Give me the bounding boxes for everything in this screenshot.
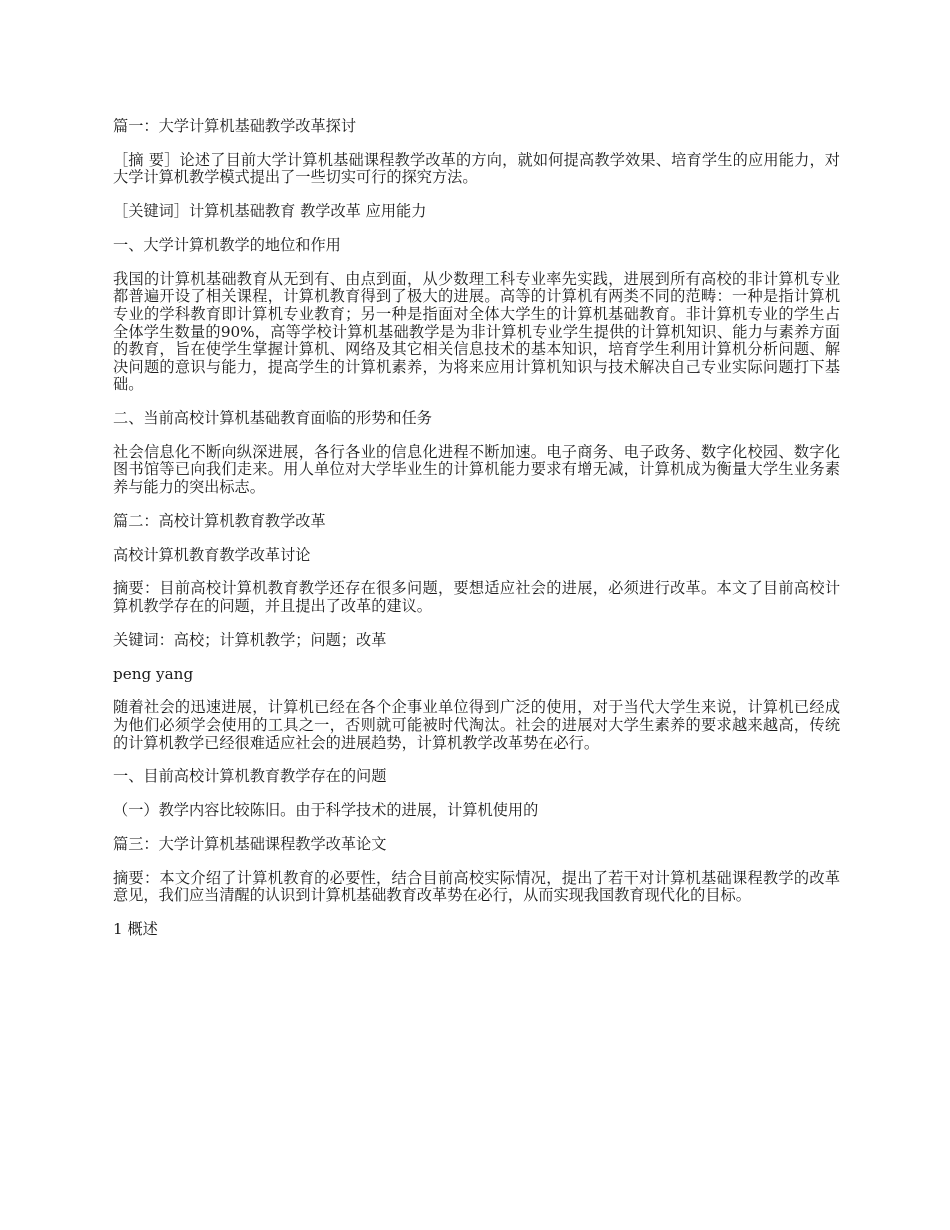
author-name: peng yang xyxy=(113,664,194,683)
document-body xyxy=(113,118,840,955)
section-heading-status-and-role: 一、大学计算机教学的地位和作用 xyxy=(113,235,341,254)
heading-part-one: 篇一：大学计算机基础教学改革探讨 xyxy=(113,117,356,135)
section-heading-overview: 1 概述 xyxy=(113,920,158,938)
body-paragraph-computer-education: 我国的计算机基础教育从无到有、由点到面，从少数理工科专业率先实践，进展到所有高校的非计算机专业都普遍开设了相关课程，计算机教育得到了极大的进展。高等的计算机有两类不同的范畴：一种是指计算机专业的学科教育即计算机专业教育；另一种是指面对全体大学生的计算机基础教育。非计算机专业的学生占全体学生数量的90%，高等学校计算机基础教学是为非计算机专业学生提供的计算机知识、能力与素养方面的教育，旨在使学生掌握计算机、网络及其它相关信息技术的基本知识，培育学生利用计算机分析问题、解决问题的意识与能力，提高学生的计算机素养，为将来应用计算机知识与技术解决自己专业实际问题打下基础。 xyxy=(113,269,840,394)
abstract-part-three: 摘要：本文介绍了计算机教育的必要性，结合目前高校实际情况，提出了若干对计算机基础课程教学的改革意见，我们应当清醒的认识到计算机基础教育改革势在必行，从而实现我国教育现代化的目标。 xyxy=(113,868,840,905)
keywords-part-two: 关键词：高校；计算机教学；问题；改革 xyxy=(113,630,387,649)
abstract-part-two: 摘要：目前高校计算机教育教学还存在很多问题，要想适应社会的进展，必须进行改革。本文了目前高校计算机教学存在的问题，并且提出了改革的建议。 xyxy=(113,579,840,615)
section-heading-situation-and-tasks: 二、当前高校计算机基础教育面临的形势和任务 xyxy=(113,409,432,428)
heading-part-three: 篇三：大学计算机基础课程教学改革论文 xyxy=(113,834,387,853)
subsection-outdated-content: （一）教学内容比较陈旧。由于科学技术的进展，计算机使用的 xyxy=(113,801,539,820)
body-paragraph-informatization: 社会信息化不断向纵深进展，各行各业的信息化进程不断加速。电子商务、电子政务、数字化校园、数字化图书馆等已向我们走来。用人单位对大学毕业生的计算机能力要求有增无减，计算机成为衡量大学生业务素养与能力的突出标志。 xyxy=(113,442,840,497)
title-part-two: 高校计算机教育教学改革讨论 xyxy=(113,545,311,564)
keywords-part-one: ［关键词］计算机基础教育 教学改革 应用能力 xyxy=(113,202,427,221)
abstract-part-one: ［摘 要］论述了目前大学计算机基础课程教学改革的方向，就如何提高教学效果、培育学生的应用能力，对大学计算机教学模式提出了一些切实可行的探究方法。 xyxy=(113,150,840,187)
body-paragraph-social-development: 随着社会的迅速进展，计算机已经在各个企事业单位得到广泛的使用，对于当代大学生来说，计算机已经成为他们必须学会使用的工具之一，否则就可能被时代淘汰。社会的进展对大学生素养的要求越来越高，传统的计算机教学已经很难适应社会的进展趋势，计算机教学改革势在必行。 xyxy=(113,698,840,752)
heading-part-two: 篇二：高校计算机教育教学改革 xyxy=(113,511,326,530)
section-heading-existing-problems: 一、目前高校计算机教育教学存在的问题 xyxy=(113,767,387,786)
